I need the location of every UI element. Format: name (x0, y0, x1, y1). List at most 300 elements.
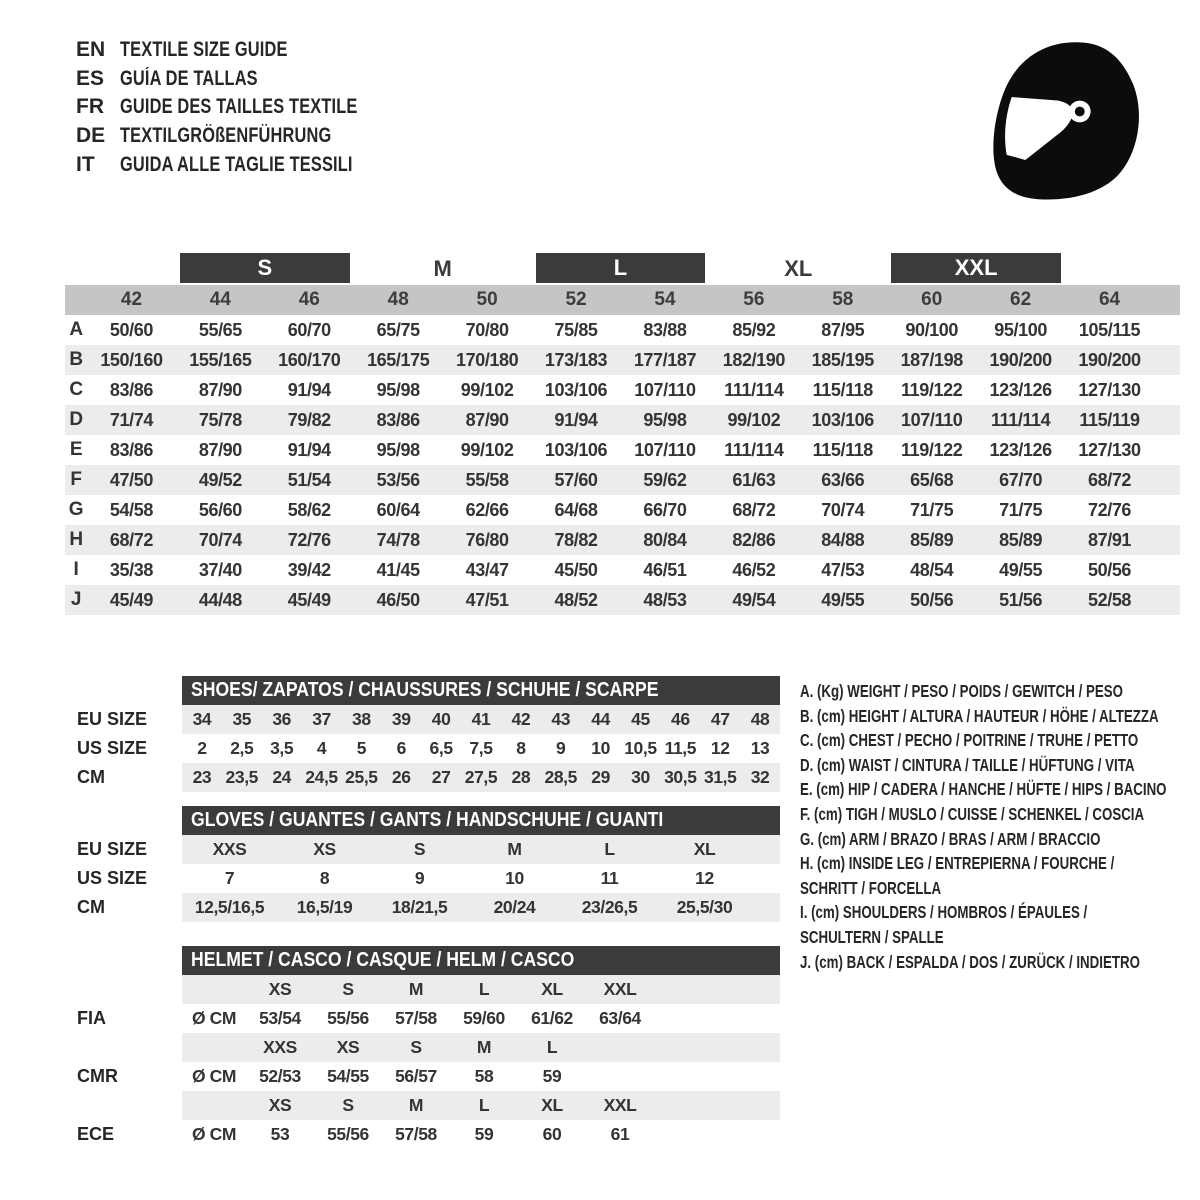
shoes-cell: 23 (192, 767, 212, 787)
helmet-header-bar (182, 946, 780, 975)
shoes-cell: 9 (556, 738, 566, 758)
language-code: IT (76, 152, 95, 176)
shoes-cell: 13 (750, 738, 770, 758)
shoes-cell: 40 (431, 709, 451, 729)
helmet-value-cell: 54/55 (327, 1066, 369, 1086)
shoes-cell: 29 (591, 767, 610, 787)
textile-cell: 107/110 (901, 409, 963, 430)
textile-cell: 111/114 (724, 379, 784, 400)
gloves-cell: 23/26,5 (581, 897, 638, 917)
textile-cell: 87/95 (821, 319, 865, 340)
shoes-cell: 24,5 (305, 767, 338, 787)
helmet-value-cell: 53/54 (259, 1008, 301, 1028)
textile-cell: 190/200 (1078, 349, 1141, 370)
gloves-cell: XXS (212, 839, 247, 859)
gloves-cell: XL (693, 839, 716, 859)
textile-cell: 173/183 (544, 349, 608, 370)
textile-cell: 45/49 (287, 589, 331, 610)
textile-cell: 107/110 (634, 439, 696, 460)
language-code: DE (76, 124, 106, 148)
size-group-xxl: XXL (891, 253, 1061, 283)
helmet-size-cell: L (478, 1095, 490, 1115)
helmet-value-cell: 53 (270, 1124, 290, 1144)
textile-cell: 60/70 (287, 319, 331, 340)
shoes-cell: 44 (591, 709, 610, 729)
textile-cell: 48/53 (643, 589, 687, 610)
textile-row-f (65, 465, 1180, 495)
language-title-list (76, 36, 424, 179)
gloves-row (65, 835, 780, 864)
gloves-row (65, 893, 780, 922)
shoes-header-bar (182, 676, 780, 705)
textile-cell: 64/68 (554, 499, 598, 520)
gloves-cell: XS (313, 839, 336, 859)
helmet-standard-row-cmr (65, 1062, 780, 1091)
helmet-value-cell: 57/58 (395, 1008, 437, 1028)
column-header: 62 (1010, 289, 1032, 310)
language-label: GUÍA DE TALLAS (120, 66, 258, 90)
shoes-row-label: EU SIZE (77, 709, 148, 729)
textile-cell: 91/94 (287, 439, 331, 460)
gloves-row-label: CM (77, 897, 105, 917)
textile-cell: 95/100 (994, 319, 1047, 340)
textile-cell: 46/52 (732, 559, 776, 580)
textile-cell: 51/56 (999, 589, 1043, 610)
helmet-size-cell: M (408, 979, 424, 999)
shoes-cell: 41 (471, 709, 491, 729)
column-header: 46 (298, 289, 320, 310)
shoes-cell: 38 (352, 709, 371, 729)
textile-cell: 53/56 (376, 469, 420, 490)
textile-cell: 68/72 (732, 499, 776, 520)
helmet-standard-row-fia (65, 1004, 780, 1033)
textile-cell: 103/106 (811, 409, 874, 430)
row-label: A (69, 319, 83, 340)
helmet-value-cell: 57/58 (395, 1124, 437, 1144)
helmet-size-cell: M (408, 1095, 424, 1115)
helmet-value-cell: 63/64 (599, 1008, 641, 1028)
shoes-cell: 3,5 (270, 738, 294, 758)
textile-cell: 58/62 (287, 499, 331, 520)
shoes-cell: 46 (670, 709, 690, 729)
textile-cell: 115/118 (812, 439, 873, 460)
textile-cell: 111/114 (990, 409, 1051, 430)
row-label: F (70, 469, 82, 490)
textile-cell: 127/130 (1078, 379, 1141, 400)
shoes-section (65, 676, 780, 792)
helmet-value-cell: 59 (474, 1124, 494, 1144)
textile-row-d (65, 405, 1180, 435)
textile-row-e (65, 435, 1180, 465)
helmet-value-cell: 61/62 (531, 1008, 573, 1028)
textile-row-i (65, 555, 1180, 585)
shoes-cell: 2 (197, 738, 207, 758)
gloves-cell: L (604, 839, 615, 859)
textile-cell: 71/74 (109, 409, 153, 430)
textile-cell: 49/55 (821, 589, 865, 610)
textile-row-g (65, 495, 1180, 525)
textile-cell: 70/80 (465, 319, 509, 340)
textile-cell: 74/78 (376, 529, 420, 550)
legend-entry-e: E. (cm) HIP / CADERA / HANCHE / HÜFTE / HIPS / BACINO (800, 779, 1167, 800)
helmet-size-cell: XL (541, 979, 563, 999)
textile-cell: 47/53 (821, 559, 865, 580)
textile-cell: 165/175 (367, 349, 430, 370)
textile-cell: 48/52 (554, 589, 598, 610)
textile-cell: 95/98 (643, 409, 687, 430)
language-code: EN (76, 38, 106, 62)
gloves-title: GLOVES / GUANTES / GANTS / HANDSCHUHE / GUANTI (191, 809, 664, 831)
textile-cell: 95/98 (376, 439, 420, 460)
helmet-value-cells (182, 1062, 780, 1091)
legend-entry-a: A. (Kg) WEIGHT / PESO / POIDS / GEWITCH / PESO (800, 681, 1123, 701)
textile-row-b (65, 345, 1180, 375)
gloves-cell: 20/24 (493, 897, 536, 917)
textile-cell: 95/98 (376, 379, 420, 400)
shoes-cell: 5 (356, 738, 367, 758)
helmet-size-cells (182, 975, 780, 1004)
textile-cell: 87/90 (198, 379, 242, 400)
language-label: TEXTILGRÖßENFÜHRUNG (120, 124, 332, 148)
legend-entry-b: B. (cm) HEIGHT / ALTURA / HAUTEUR / HÖHE / ALTEZZA (800, 705, 1159, 726)
shoes-cell: 47 (710, 709, 730, 729)
gloves-cell: M (507, 839, 522, 859)
gloves-row (65, 864, 780, 893)
textile-cell: 50/56 (1088, 559, 1132, 580)
textile-cell: 119/122 (901, 379, 963, 400)
textile-cell: 90/100 (905, 319, 959, 340)
gloves-cell: 12,5/16,5 (194, 897, 265, 917)
language-label: GUIDE DES TAILLES TEXTILE (120, 95, 358, 119)
textile-cell: 75/85 (554, 319, 598, 340)
textile-row-h (65, 525, 1180, 555)
textile-cell: 59/62 (643, 469, 687, 490)
shoes-cell: 6 (396, 738, 406, 758)
shoes-row (65, 705, 780, 734)
legend-entry-i: SCHULTERN / SPALLE (800, 926, 944, 947)
textile-cell: 48/54 (910, 559, 954, 580)
corner-cell (65, 285, 87, 315)
language-label: GUIDA ALLE TAGLIE TESSILI (120, 152, 353, 176)
gloves-cell: 25,5/30 (676, 897, 733, 917)
textile-cell: 80/84 (643, 529, 687, 550)
textile-cell: 115/118 (812, 379, 873, 400)
helmet-value-cell: 59/60 (463, 1008, 505, 1028)
gloves-cell: 7 (224, 868, 235, 888)
textile-cell: 83/86 (109, 379, 153, 400)
shoes-cell: 27 (431, 767, 451, 787)
textile-cell: 103/106 (544, 439, 608, 460)
row-label: J (70, 589, 82, 610)
textile-size-table (65, 252, 1180, 615)
shoes-cells (182, 734, 780, 763)
language-row (76, 150, 424, 179)
helmet-value-cell: 56/57 (395, 1066, 437, 1086)
textile-cell: 50/56 (910, 589, 954, 610)
shoes-cells (182, 763, 780, 792)
shoes-cell: 2,5 (230, 738, 254, 758)
shoes-cell: 30,5 (664, 767, 697, 787)
helmet-row-label (65, 1033, 182, 1062)
shoes-cell: 25,5 (345, 767, 378, 787)
helmet-sizes-row (65, 975, 780, 1004)
textile-cell: 83/86 (109, 439, 153, 460)
textile-cell: 78/82 (554, 529, 598, 550)
helmet-section (65, 946, 780, 1149)
textile-cell: 54/58 (109, 499, 153, 520)
helmet-size-cell: S (342, 1095, 354, 1115)
textile-cell: 57/60 (554, 469, 598, 490)
shoes-cell: 30 (631, 767, 650, 787)
textile-cell: 85/92 (732, 319, 776, 340)
textile-row-c (65, 375, 1180, 405)
shoes-cell: 31,5 (703, 767, 737, 787)
textile-columns-row (65, 285, 1180, 315)
column-header: 60 (921, 289, 943, 310)
textile-cell: 45/50 (554, 559, 598, 580)
shoes-rows (65, 705, 780, 792)
gloves-cell: S (413, 839, 426, 859)
textile-cell: 190/200 (989, 349, 1052, 370)
helmet-row-label (65, 1091, 182, 1120)
helmet-unit-cell: Ø CM (191, 1066, 237, 1086)
textile-cell: 49/55 (999, 559, 1043, 580)
column-header: 56 (743, 289, 765, 310)
legend-entry-f: F. (cm) TIGH / MUSLO / CUISSE / SCHENKEL / COSCIA (800, 803, 1145, 824)
shoes-row-label: US SIZE (77, 738, 148, 758)
language-label: TEXTILE SIZE GUIDE (120, 38, 288, 62)
row-label: I (73, 559, 79, 580)
helmet-value-cell: 59 (542, 1066, 562, 1086)
textile-cell: 127/130 (1078, 439, 1141, 460)
row-label: D (69, 409, 83, 430)
textile-row-j (65, 585, 1180, 615)
column-header: 64 (1098, 289, 1121, 310)
shoes-cell: 39 (391, 709, 411, 729)
column-header: 48 (387, 289, 409, 310)
textile-cell: 76/80 (465, 529, 509, 550)
helmet-standard-label: ECE (77, 1124, 115, 1144)
textile-cell: 160/170 (278, 349, 341, 370)
legend-entry-h: SCHRITT / FORCELLA (800, 877, 942, 898)
textile-cell: 84/88 (821, 529, 865, 550)
textile-cell: 79/82 (287, 409, 331, 430)
gloves-cells (182, 864, 780, 893)
textile-cell: 182/190 (722, 349, 785, 370)
gloves-row-label: EU SIZE (77, 839, 148, 859)
column-header: 58 (832, 289, 854, 310)
helmet-size-cell: XXL (603, 1095, 637, 1115)
shoes-cell: 24 (272, 767, 291, 787)
gloves-cell: 11 (600, 868, 619, 888)
gloves-cell: 18/21,5 (391, 897, 448, 917)
textile-cell: 99/102 (727, 409, 781, 430)
helmet-standard-row-ece (65, 1120, 780, 1149)
shoes-row (65, 734, 780, 763)
gloves-row-label: US SIZE (77, 868, 148, 888)
textile-cell: 47/51 (465, 589, 509, 610)
textile-cell: 87/90 (465, 409, 509, 430)
column-header: 54 (654, 289, 676, 310)
textile-cell: 41/45 (376, 559, 420, 580)
language-code: FR (76, 95, 104, 119)
column-header: 52 (565, 289, 587, 310)
shoes-cell: 35 (232, 709, 252, 729)
legend-entry-i: I. (cm) SHOULDERS / HOMBROS / ÉPAULES / (800, 902, 1088, 923)
textile-cell: 46/51 (643, 559, 687, 580)
helmet-size-cell: XXS (263, 1037, 297, 1057)
textile-cell: 71/75 (999, 499, 1043, 520)
textile-cell: 65/75 (376, 319, 420, 340)
helmet-icon (982, 34, 1152, 206)
textile-cell: 61/63 (732, 469, 776, 490)
textile-cell: 52/58 (1088, 589, 1132, 610)
textile-cell: 45/49 (109, 589, 153, 610)
helmet-size-cell: XS (268, 1095, 292, 1115)
textile-cell: 87/90 (198, 439, 242, 460)
textile-cell: 107/110 (634, 379, 696, 400)
helmet-value-cell: 52/53 (259, 1066, 301, 1086)
textile-cell: 99/102 (460, 379, 514, 400)
gloves-rows (65, 835, 780, 922)
shoes-cell: 10,5 (624, 738, 657, 758)
textile-cell: 55/58 (465, 469, 509, 490)
textile-cell: 70/74 (821, 499, 865, 520)
shoes-cell: 27,5 (464, 767, 498, 787)
language-code: ES (76, 66, 105, 90)
textile-rows (65, 315, 1180, 615)
textile-size-groups (65, 252, 1180, 285)
helmet-title: HELMET / CASCO / CASQUE / HELM / CASCO (191, 949, 575, 971)
textile-cell: 187/198 (900, 349, 963, 370)
textile-cell: 65/68 (910, 469, 954, 490)
textile-cell: 68/72 (109, 529, 153, 550)
language-row (76, 122, 424, 151)
column-header: 50 (476, 289, 498, 310)
textile-cell: 150/160 (100, 349, 163, 370)
helmet-value-cell: 58 (474, 1066, 494, 1086)
size-group-l: L (536, 253, 706, 283)
helmet-value-cells (182, 1120, 780, 1149)
textile-cell: 91/94 (554, 409, 598, 430)
legend-entry-d: D. (cm) WAIST / CINTURA / TAILLE / HÜFTUNG / VITA (800, 754, 1135, 775)
helmet-size-cell: L (478, 979, 490, 999)
textile-cell: 70/74 (198, 529, 242, 550)
textile-cell: 177/187 (633, 349, 697, 370)
shoes-cell: 37 (312, 709, 331, 729)
shoes-cell: 7,5 (469, 738, 493, 758)
shoes-cell: 8 (516, 738, 526, 758)
helmet-value-cell: 61 (610, 1124, 630, 1144)
textile-cell: 51/54 (287, 469, 331, 490)
textile-cell: 37/40 (198, 559, 242, 580)
textile-cell: 39/42 (287, 559, 331, 580)
textile-cell: 55/65 (198, 319, 242, 340)
textile-cell: 82/86 (732, 529, 776, 550)
textile-cell: 83/88 (643, 319, 687, 340)
size-group-m: M (433, 255, 452, 281)
textile-cell: 105/115 (1078, 319, 1141, 340)
textile-cell: 72/76 (287, 529, 331, 550)
textile-cell: 75/78 (198, 409, 242, 430)
shoes-cell: 34 (192, 709, 212, 729)
shoes-cells (182, 705, 780, 734)
gloves-cells (182, 893, 780, 922)
helmet-size-cell: XS (336, 1037, 360, 1057)
language-row (76, 65, 424, 94)
helmet-size-cell: M (476, 1037, 492, 1057)
shoes-cell: 28,5 (544, 767, 577, 787)
helmet-size-cell: XL (541, 1095, 563, 1115)
row-label: G (68, 499, 84, 520)
gloves-cell: 9 (414, 868, 425, 888)
textile-cell: 185/195 (811, 349, 874, 370)
shoes-cell: 11,5 (664, 738, 697, 758)
helmet-standard-label: CMR (77, 1066, 118, 1086)
helmet-unit-cell: Ø CM (191, 1124, 237, 1144)
legend-entry-j: J. (cm) BACK / ESPALDA / DOS / ZURÜCK / INDIETRO (800, 951, 1140, 972)
textile-cell: 123/126 (989, 439, 1052, 460)
textile-cell: 63/66 (821, 469, 865, 490)
helmet-value-cell: 60 (542, 1124, 562, 1144)
size-group-s: S (180, 253, 350, 283)
textile-cell: 35/38 (109, 559, 153, 580)
shoes-row-label: CM (77, 767, 105, 787)
row-label: H (69, 529, 83, 550)
textile-cell: 50/60 (109, 319, 153, 340)
shoes-cell: 6,5 (429, 738, 453, 758)
shoes-cell: 36 (272, 709, 291, 729)
row-label: C (69, 379, 83, 400)
row-label: E (69, 439, 83, 460)
textile-row-a (65, 315, 1180, 345)
textile-cell: 155/165 (189, 349, 252, 370)
helmet-size-cell: L (546, 1037, 558, 1057)
textile-cell: 67/70 (999, 469, 1043, 490)
gloves-cell: 16,5/19 (296, 897, 353, 917)
legend-entry-c: C. (cm) CHEST / PECHO / POITRINE / TRUHE / PETTO (800, 730, 1139, 751)
shoes-cell: 42 (511, 709, 531, 729)
shoes-cell: 43 (551, 709, 571, 729)
shoes-cell: 32 (750, 767, 770, 787)
textile-cell: 85/89 (910, 529, 954, 550)
shoes-cell: 10 (591, 738, 610, 758)
helmet-value-cell: 55/56 (327, 1008, 369, 1028)
language-row (76, 36, 424, 65)
gloves-cell: 10 (505, 868, 524, 888)
language-row (76, 93, 424, 122)
gloves-cells (182, 835, 780, 864)
shoes-cell: 4 (316, 738, 327, 758)
textile-cell: 119/122 (901, 439, 963, 460)
helmet-size-cell: XXL (603, 979, 637, 999)
helmet-size-cell: S (410, 1037, 422, 1057)
textile-cell: 103/106 (544, 379, 608, 400)
gloves-cell: 8 (319, 868, 330, 888)
helmet-sizes-row (65, 1091, 780, 1120)
size-group-xl: XL (784, 255, 813, 281)
gloves-section (65, 806, 780, 922)
textile-cell: 62/66 (465, 499, 509, 520)
textile-cell: 49/54 (732, 589, 776, 610)
column-header: 44 (209, 289, 231, 310)
helmet-rows (65, 975, 780, 1149)
shoes-cell: 28 (511, 767, 531, 787)
textile-cell: 71/75 (910, 499, 954, 520)
textile-cell: 115/119 (1079, 409, 1140, 430)
shoes-cell: 12 (710, 738, 730, 758)
legend-entry-h: H. (cm) INSIDE LEG / ENTREPIERNA / FOURCHE / (800, 853, 1115, 874)
